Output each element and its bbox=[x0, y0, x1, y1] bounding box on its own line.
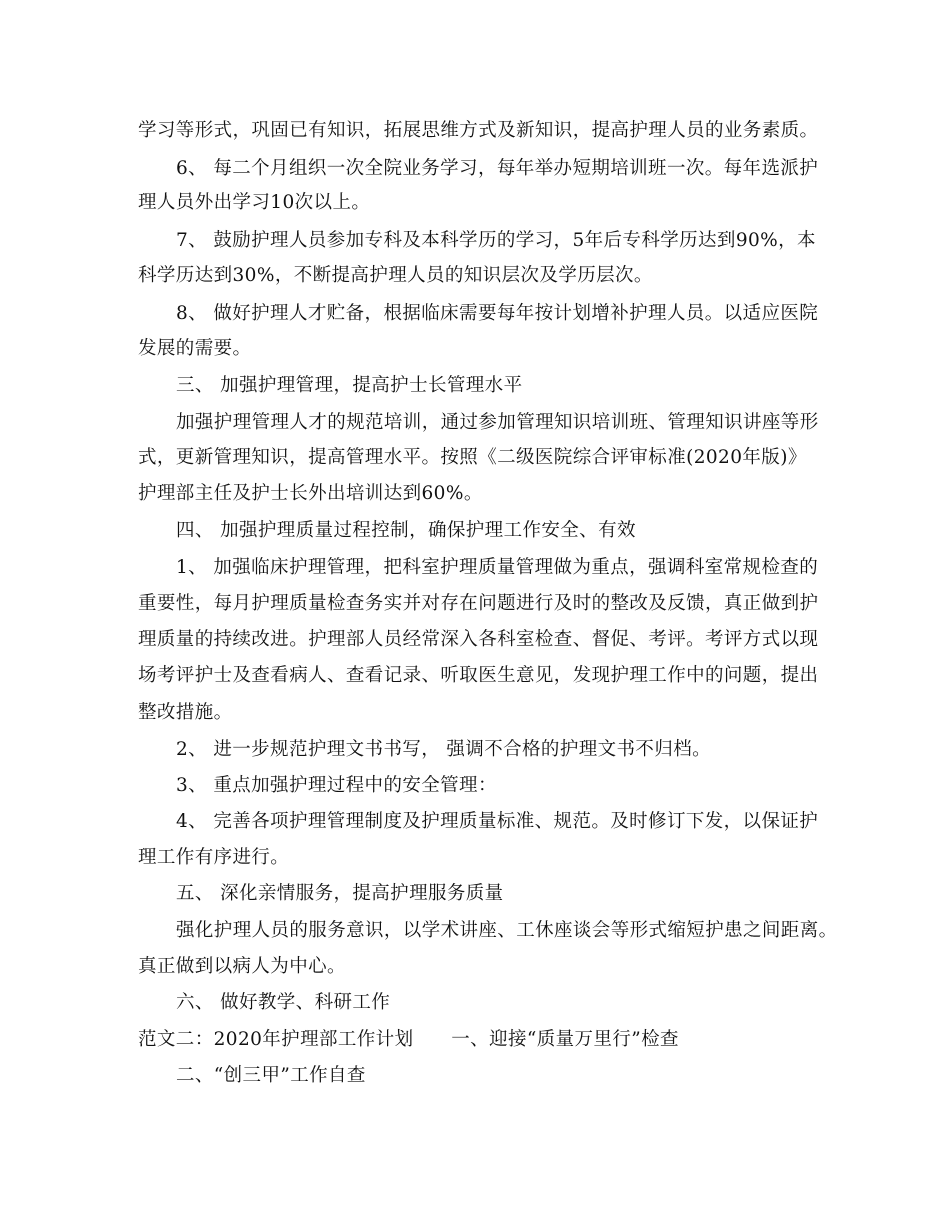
text-line: 重要性，每月护理质量检查务实并对存在问题进行及时的整改及反馈，真正做到护 bbox=[138, 593, 819, 614]
text-line: 真正做到以病人为中心。 bbox=[138, 956, 346, 977]
text-line: 范文二：2020年护理部工作计划 一、迎接“质量万里行”检查 bbox=[138, 1029, 679, 1050]
text-line: 1、 加强临床护理管理，把科室护理质量管理做为重点，强调科室常规检查的 bbox=[176, 557, 819, 578]
text-line: 发展的需要。 bbox=[138, 338, 252, 359]
text-line: 科学历达到30%，不断提高护理人员的知识层次及学历层次。 bbox=[138, 265, 653, 286]
text-line: 加强护理管理人才的规范培训，通过参加管理知识培训班、管理知识讲座等形 bbox=[176, 412, 819, 433]
text-line: 理工作有序进行。 bbox=[138, 847, 290, 868]
section-heading: 五、 深化亲情服务，提高护理服务质量 bbox=[176, 883, 504, 904]
text-line: 4、 完善各项护理管理制度及护理质量标准、规范。及时修订下发，以保证护 bbox=[176, 811, 819, 832]
text-line: 2、 进一步规范护理文书书写， 强调不合格的护理文书不归档。 bbox=[176, 739, 712, 760]
section-heading: 二、“创三甲”工作自查 bbox=[176, 1065, 366, 1086]
section-heading: 四、 加强护理质量过程控制，确保护理工作安全、有效 bbox=[176, 520, 636, 541]
text-line: 整改措施。 bbox=[138, 702, 233, 723]
text-line: 6、 每二个月组织一次全院业务学习，每年举办短期培训班一次。每年选派护 bbox=[176, 158, 819, 179]
section-heading: 六、 做好教学、科研工作 bbox=[176, 992, 391, 1013]
text-line: 理人员外出学习10次以上。 bbox=[138, 192, 371, 213]
text-line: 式，更新管理知识，提高管理水平。按照《二级医院综合评审标准(2020年版)》 bbox=[138, 447, 807, 468]
text-line: 8、 做好护理人才贮备，根据临床需要每年按计划增补护理人员。以适应医院 bbox=[176, 303, 819, 324]
text-line: 强化护理人员的服务意识，以学术讲座、工休座谈会等形式缩短护患之间距离。 bbox=[176, 920, 838, 941]
text-line: 场考评护士及查看病人、查看记录、听取医生意见，发现护理工作中的问题，提出 bbox=[138, 665, 819, 686]
text-line: 3、 重点加强护理过程中的安全管理： bbox=[176, 775, 497, 796]
text-line: 护理部主任及护士长外出培训达到60%。 bbox=[138, 483, 483, 504]
text-line: 学习等形式，巩固已有知识，拓展思维方式及新知识，提高护理人员的业务素质。 bbox=[138, 120, 819, 141]
text-line: 7、 鼓励护理人员参加专科及本科学历的学习，5年后专科学历达到90%，本 bbox=[176, 230, 816, 251]
text-line: 理质量的持续改进。护理部人员经常深入各科室检查、督促、考评。考评方式以现 bbox=[138, 629, 819, 650]
section-heading: 三、 加强护理管理，提高护士长管理水平 bbox=[176, 375, 523, 396]
